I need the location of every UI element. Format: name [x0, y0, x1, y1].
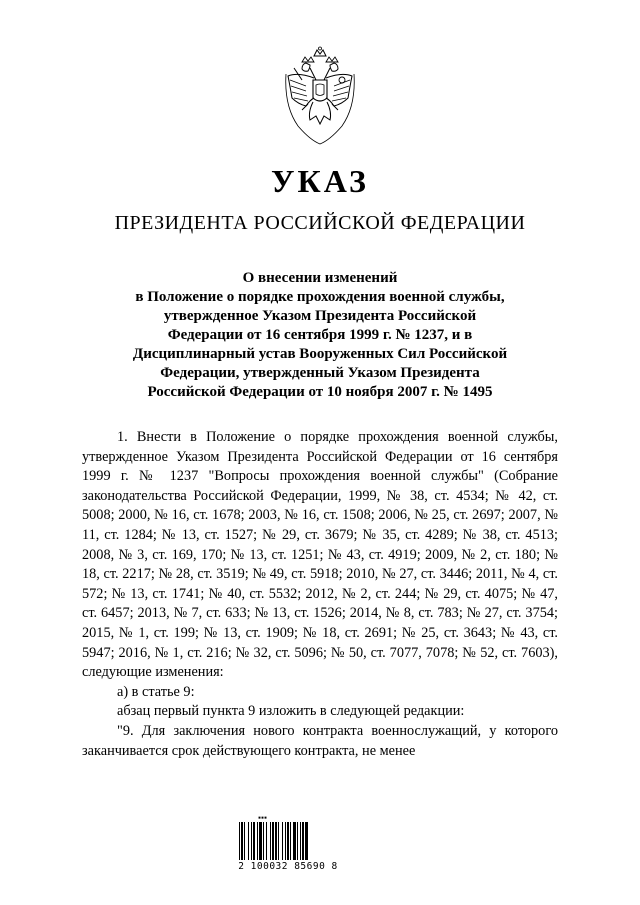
heading-line: утвержденное Указом Президента Российской: [163, 308, 477, 324]
heading-line: Дисциплинарный устав Вооруженных Сил Российской: [132, 346, 508, 362]
heading-line: в Положение о порядке прохождения военной службы,: [135, 289, 505, 305]
paragraph-1: 1. Внести в Положение о порядке прохождения военной службы, утвержденное Указом Президента Российской Федерации от 16 сентября 1999 г. № 1237 "Вопросы прохождения военной службы" (Собрание законодательства Российской Федерации, 1999, № 38, ст. 4534; № 42, ст. 5008; 2000, № 16, ст. 1678; 2003, № 16, ст. 1508; 2006, № 25, ст. 2697; 2007, № 11, ст. 1284; № 13, ст. 1527; № 29, ст. 3679; № 35, ст. 4289; № 38, ст. 4513; 2008, № 3, ст. 169, 170; № 13, ст. 1251; № 43, ст. 4919; 2009, № 2, ст. 180; № 18, ст. 2217; № 28, ст. 3519; № 49, ст. 5918; 2010, № 27, ст. 3446; 2011, № 4, ст. 572; № 13, ст. 1741; № 40, ст. 5532; 2012, № 2, ст. 244; № 29, ст. 4075; № 47, ст. 6457; 2013, № 7, ст. 633; № 13, ст. 1526; 2014, № 8, ст. 783; № 27, ст. 3754; 2015, № 1, ст. 199; № 13, ст. 1909; № 18, ст. 2691; № 25, ст. 3643; № 43, ст. 5947; 2016, № 1, ст. 216; № 32, ст. 5096; № 50, ст. 7077, 7078; № 52, ст. 7603), следующие изменения:: [82, 429, 558, 681]
barcode-icon: [238, 822, 334, 862]
document-title: УКАЗ: [271, 163, 369, 199]
paragraph-2: а) в статье 9:: [117, 683, 195, 700]
paragraph-4: "9. Для заключения нового контракта военнослужащий, у которого заканчивается срок действующего контракта, не менее: [82, 722, 558, 759]
document-body: [82, 428, 558, 761]
document-subtitle: ПРЕЗИДЕНТА РОССИЙСКОЙ ФЕДЕРАЦИИ: [114, 212, 526, 234]
paragraph-3: абзац первый пункта 9 изложить в следующей редакции:: [117, 703, 465, 720]
barcode-top-mark: ▪▪▪: [258, 815, 268, 821]
heading-line: Федерации, утвержденный Указом Президента: [160, 365, 480, 381]
heading-line: Федерации от 16 сентября 1999 г. № 1237, и в: [167, 327, 473, 343]
document-heading: [80, 269, 560, 402]
heading-line: О внесении изменений: [242, 270, 398, 286]
coat-of-arms-icon: [280, 46, 360, 146]
barcode-number: 2 100032 85690 8: [238, 861, 338, 872]
heading-line: Российской Федерации от 10 ноября 2007 г. № 1495: [147, 384, 493, 400]
